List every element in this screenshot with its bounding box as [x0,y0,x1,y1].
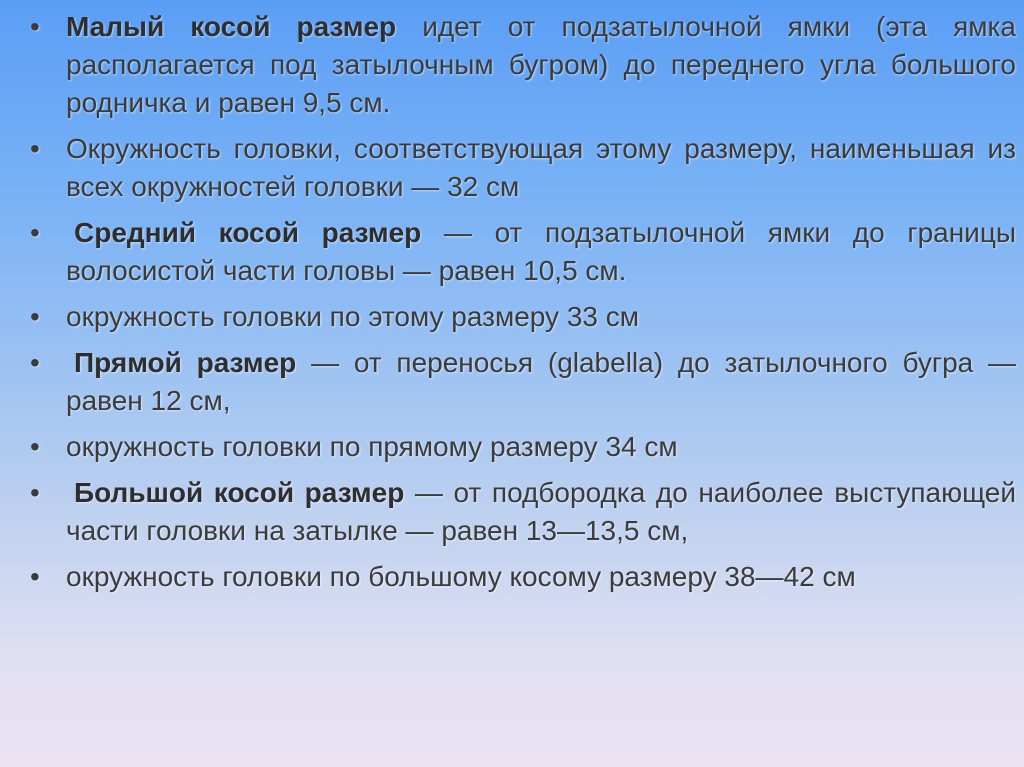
bullet-dot-icon: • [30,217,40,248]
bullet-text: — от переносья (glabella) до затылочного бугра — равен 12 см, [66,347,1017,416]
bullet-item-small-oblique [0,8,1024,122]
bullet-dot-icon: • [30,11,40,42]
bullet-text: Окружность головки, соответствующая этому размеру, наименьшая из всех окружностей головки — 32 см [66,133,1016,202]
bullet-list [0,8,1024,604]
bullet-item-large-oblique [0,474,1024,550]
bullet-dot-icon: • [30,561,40,592]
bullet-item-large-oblique-circumference [0,558,1024,596]
bullet-dot-icon: • [30,301,40,332]
bullet-text: окружность головки по большому косому размеру 38—42 см [66,561,856,592]
bullet-dot-icon: • [30,347,40,378]
bullet-item-middle-oblique-circumference [0,298,1024,336]
bullet-dot-icon: • [30,133,40,164]
bullet-term: Средний косой размер [74,217,422,248]
bullet-item-middle-oblique [0,214,1024,290]
bullet-text: — от подзатылочной ямки до границы волосистой части головы — равен 10,5 см. [66,217,1016,286]
bullet-term: Малый косой размер [66,11,397,42]
bullet-term: Прямой размер [74,347,297,378]
bullet-item-direct [0,344,1024,420]
bullet-text: окружность головки по этому размеру 33 см [66,301,639,332]
bullet-text: идет от подзатылочной ямки (эта ямка располагается под затылочным бугром) до переднего угла большого родничка и равен 9,5 см. [66,11,1016,118]
bullet-dot-icon: • [30,477,40,508]
bullet-item-small-oblique-circumference [0,130,1024,206]
bullet-text: — от подбородка до наиболее выступающей части головки на затылке — равен 13—13,5 см, [66,477,1017,546]
bullet-text: окружность головки по прямому размеру 34 см [66,431,678,462]
bullet-item-direct-circumference [0,428,1024,466]
bullet-dot-icon: • [30,431,40,462]
bullet-term: Большой косой размер [74,477,405,508]
